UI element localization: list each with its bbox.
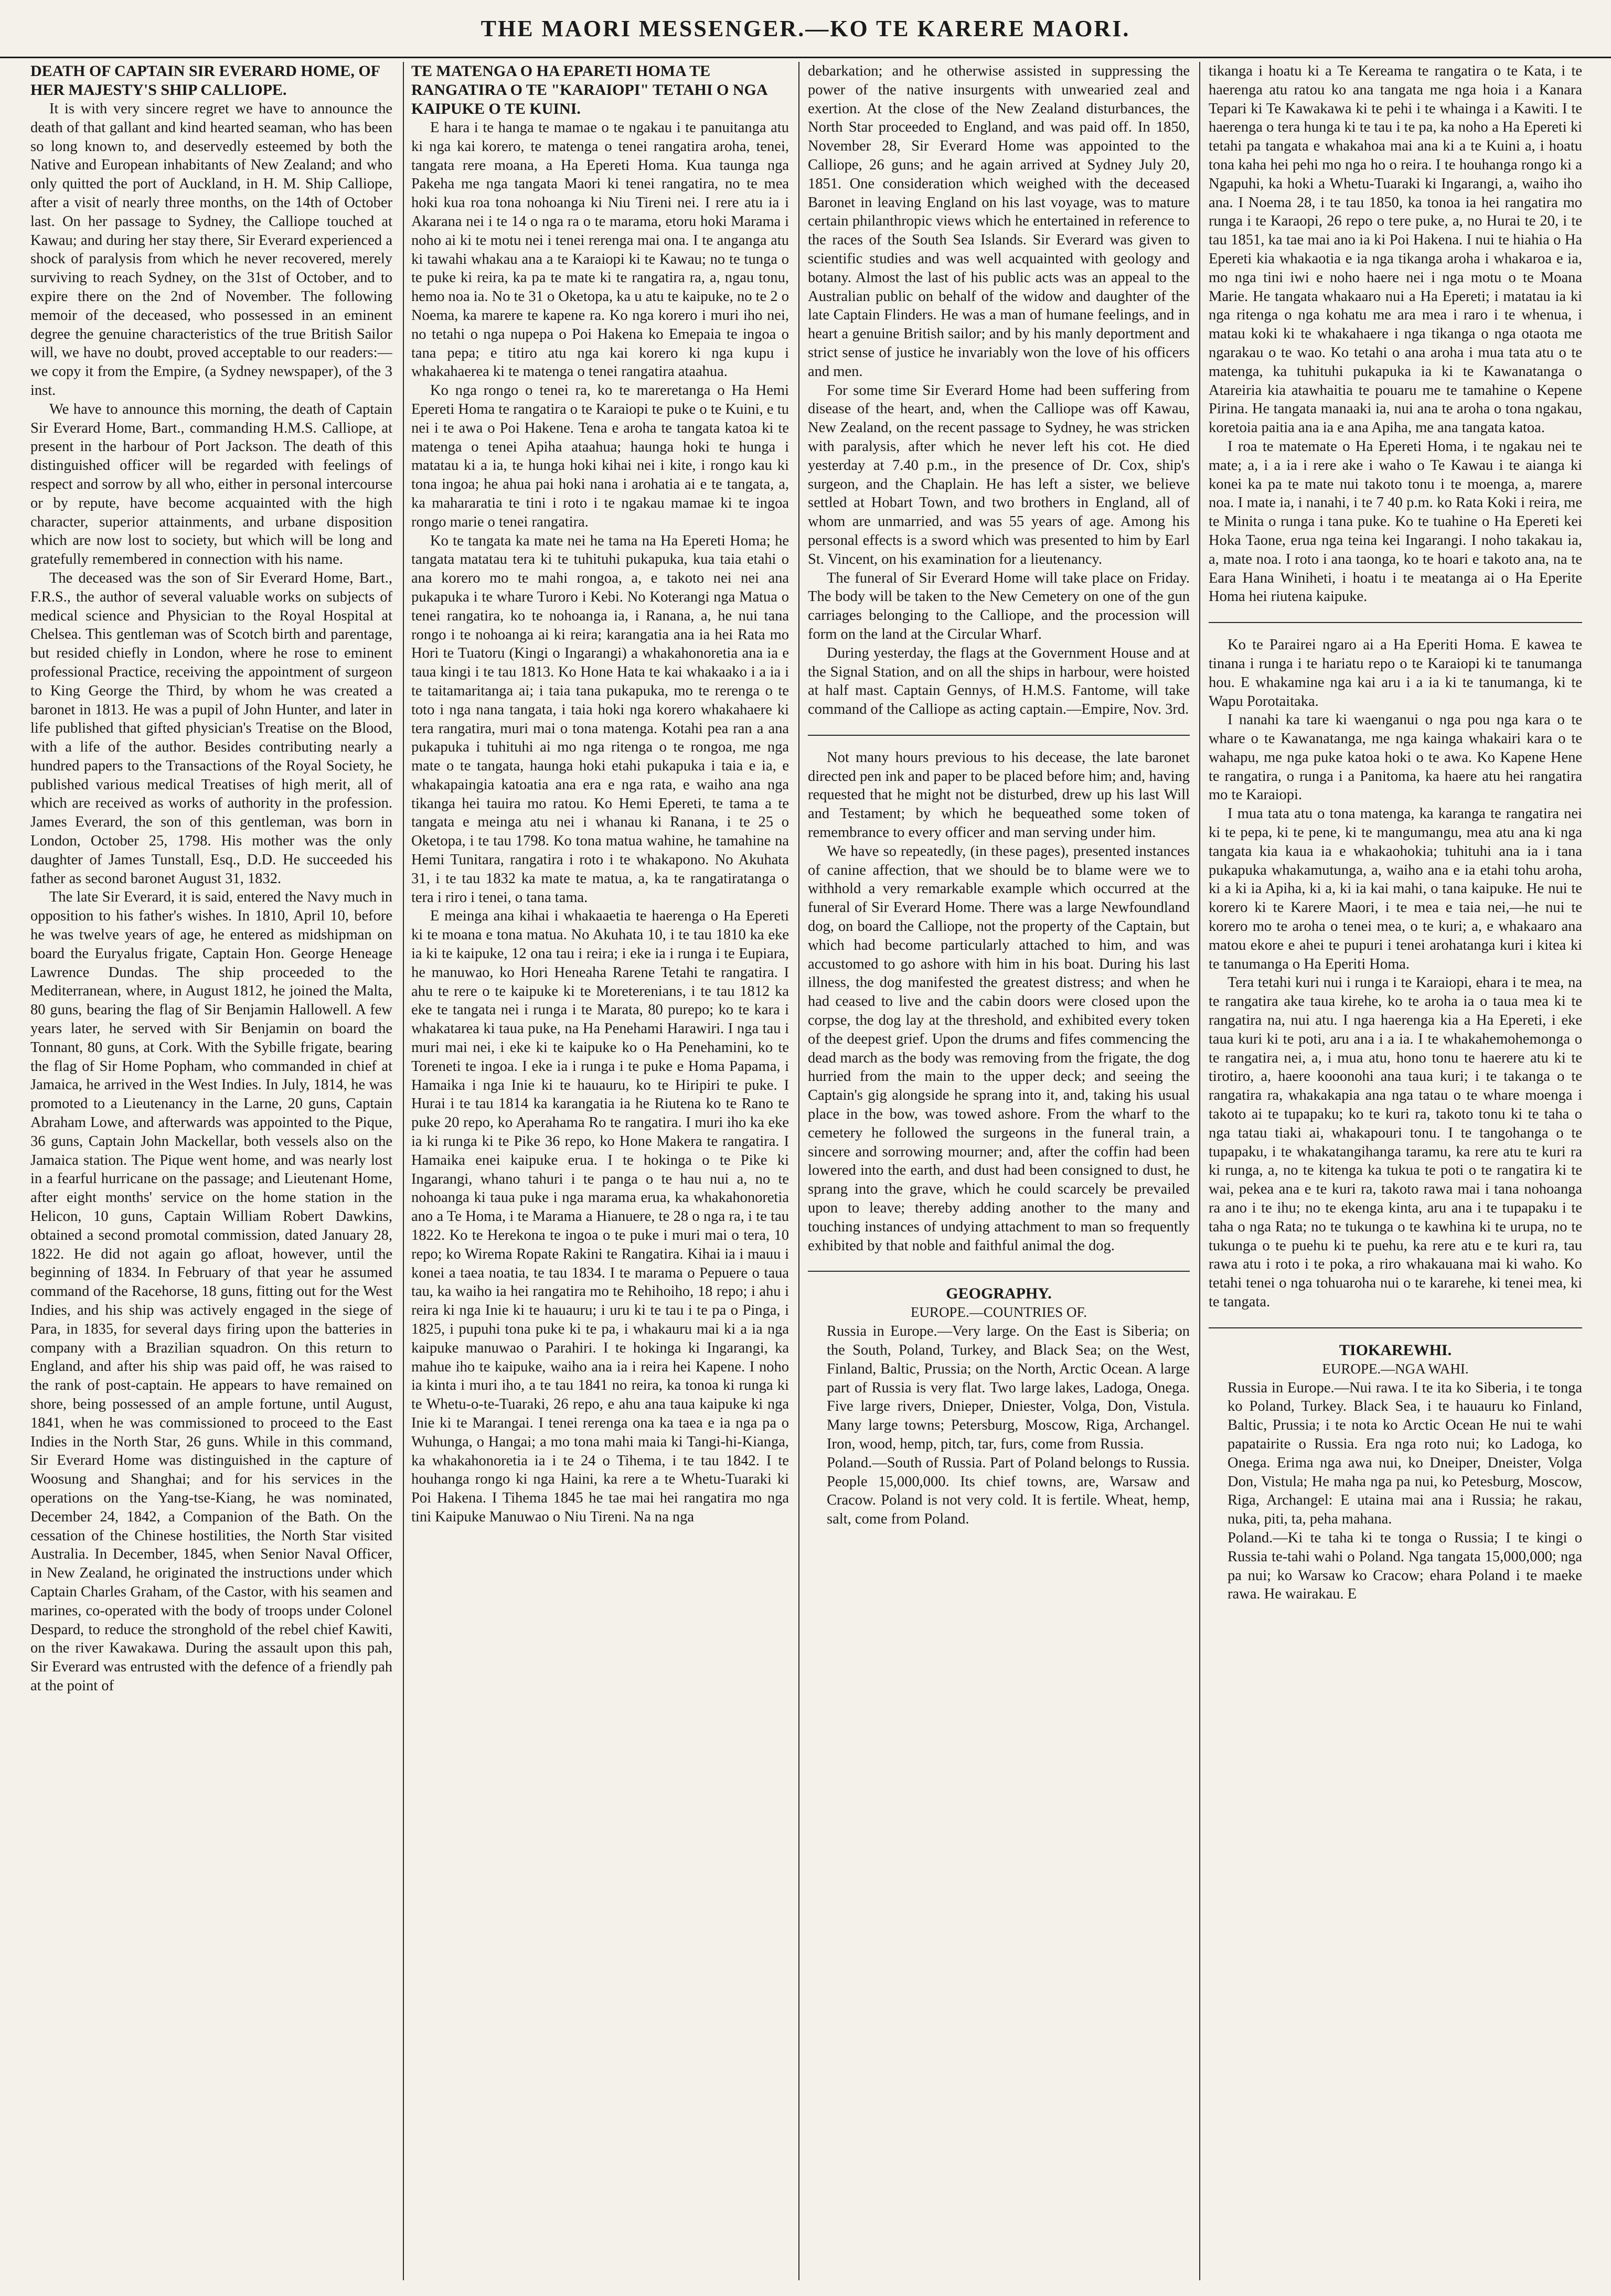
maori-obituary-paragraph: I nanahi ka tare ki waenganui o nga pou nga kara o te whare o te Kawanatanga, me nga kainga whakairi kara o te wahapu, me nga puke katoa hoki o te awa. Ko Kapene Hene te rangatira, o runga i a Panitoma, ka haere atu hei rangatira mo te Karaiopi. xyxy=(1209,712,1582,803)
masthead xyxy=(0,0,1611,58)
english-dog-paragraph: We have so repeatedly, (in these pages), presented instances of canine affection, that we should be to blame were we to withhold a very remarkable example which occurred at the funeral of Sir Everard Home. There was a large Newfoundland dog, on board the Calliope, not the property of the Captain, but which had become particularly attached to him, and was accustomed to go ashore with him in his boat. During his last illness, the dog manifested the greatest distress; and when he had ceased to live and the cabin doors were closed upon the corpse, the dog lay at the threshold, and exhibited every token of the deepest grief. Upon the drums and fifes commencing the dead march as the body was removing from the frigate, the dog hurried from the main to the upper deck; and seeing the Captain's gig alongside he sprang into it, and, taking his usual place in the bow, was towed ashore. From the wharf to the cemetery he followed the surgeons in the funeral train, a sincere and sorrowing mourner; and, after the coffin had been lowered into the earth, and dust had been consigned to dust, he sprang into the grave, which he could scarcely be prevailed upon to leave; thereby adding another to the many and touching instances of undying attachment to man so frequently exhibited by that noble and faithful animal the dog. xyxy=(808,843,1190,1254)
english-obituary-heading: DEATH OF CAPTAIN SIR EVERARD HOME, OF HER MAJESTY'S SHIP CALLIOPE. xyxy=(30,62,380,99)
geography-subheading: EUROPE.—COUNTRIES OF. xyxy=(910,1304,1087,1321)
maori-obituary-paragraph: tikanga i hoatu ki a Te Kereama te rangatira o te Kata, i te haerenga atu ratou ko ana tangata me nga hoia i a Kanara Tepari ki Te Kawakawa ki te pehi i te whainga i a Kawiti. I te haerenga o tera hunga ki te tau i te pa, ka noho a Ha Epereti ki tetahi pa tangata e whakahoa mai ana ki a te Kuini a, i hoatu tona kaha hei pehi mo nga ho o reira. I te houhanga rongo ki a Ngapuhi, ka hoki a Whetu-Tuaraki ki Ingarangi, a, waiho iho ana. I Noema 28, i te tau 1850, ka tonoa ia hei rangatira mo runga i te Karaopi, 26 repo o tere puke, a, no Hurai te 20, i te tau 1851, ka tae mai ano ia ki Poi Hakena. I nui te hiahia o Ha Epereti kia whakaotia e ia nga tikanga aroha i whakaroa e ia, mo nga tini iwi e noho haere nei i nga motu o te Moana Marie. He tangata whakaaro nui a Ha Epereti; i matatau ia ki nga ritenga o nga kohatu me ara mea i raro i te whenua, i matau koki ki te whakahaere i nga tikanga o nga otaota me ngarakau o te wao. Ko tetahi o ana aroha i mua tata atu o te matenga, ka tuhituhi pukapuka ia ki te Kawanatanga o Atareiria kia atawhaitia te pouaru me te tamahine o Kepene Pirina. He tangata manaaki ia, nui ana te aroha o tona ngakau, koretoia paitia ana ia e ana Apiha, me ana tangata katoa. xyxy=(1209,63,1582,436)
section-divider xyxy=(808,1271,1190,1272)
maori-obituary-paragraph: Ko te Parairei ngaro ai a Ha Eperiti Homa. E kawea te tinana i runga i te hariatu repo o te Karaiopi ki te tanumanga hou. E whakamine nga kai aru i a ia ki te tanumanga, ki te Wapu Porotaitaka. xyxy=(1209,637,1582,710)
tiokarewhi-entry-poland: Poland.—Ki te taha ki te tonga o Russia; I te kingi o Russia te-tahi wahi o Poland. Nga tangata 15,000,000; nga pa nui; ko Warsaw ko Cracow; ehara Poland i te maeke rawa. He wairakau. E xyxy=(1228,1529,1582,1603)
tiokarewhi-heading: TIOKAREWHI. xyxy=(1339,1341,1452,1359)
english-obituary-paragraph: We have to announce this morning, the death of Captain Sir Everard Home, Bart., commanding H.M.S. Calliope, at present in the harbour of Port Jackson. The death of this distinguished officer will be regarded with feelings of respect and sorrow by all who, either in personal intercourse or by repute, have become acquainted with the high character, superior attainments, and urbane disposition which are now lost to society, but which will be long and gratefully remembered in connection with his name. xyxy=(30,401,392,568)
section-divider xyxy=(1209,1327,1582,1328)
column-4 xyxy=(1209,62,1582,2275)
geography-entry-russia: Russia in Europe.—Very large. On the East is Siberia; on the South, Poland, Turkey, and Black Sea; on the West, Finland, Baltic, Prussia; on the North, Arctic Ocean. A large part of Russia is very flat. Two large lakes, Ladoga, Onega. Five large rivers, Dnieper, Dniester, Volga, Don, Vistula. Many large towns; Petersburg, Moscow, Riga, Archangel. Iron, wood, hemp, pitch, tar, furs, come from Russia. xyxy=(827,1323,1190,1452)
english-obituary-paragraph: debarkation; and he otherwise assisted in suppressing the power of the native insurgents with unwearied zeal and exertion. At the close of the New Zealand disturbances, the North Star proceeded to England, and was paid off. In 1850, November 28, Sir Everard Home was appointed to the Calliope, 26 guns; and he again arrived at Sydney July 20, 1851. One consideration which weighed with the deceased Baronet in leaving England on his last voyage, was to mature certain philanthropic views which he entertained in reference to the races of the South Sea Islands. Sir Everard was given to scientific studies and was well acquainted with geology and botany. Almost the last of his public acts was an appeal to the Australian public on behalf of the widow and daughter of the late Captain Flinders. He was a man of humane feelings, and in heart a genuine British sailor; and by his manly deportment and strict sense of justice he invariably won the love of his officers and men. xyxy=(808,63,1190,380)
column-rule xyxy=(1199,62,1200,2280)
english-obituary-paragraph: The deceased was the son of Sir Everard Home, Bart., F.R.S., the author of several valuable works on subjects of medical science and Physician to the Royal Hospital at Chelsea. This gentleman was of Scotch birth and parentage, but resided chiefly in London, where he rose to eminent professional Practice, receiving the appointment of surgeon to King George the Third, by whom he was created a baronet in 1813. He was a pupil of John Hunter, and later in life published that gifted physician's Treatise on the Blood, with a life of the author. Besides contributing nearly a hundred papers to the Transactions of the Royal Society, he published various medical Treatises of high merit, all of which are received as works of authority in the profession. James Everard, the son of this gentleman, was born in London, October 25, 1798. His mother was the only daughter of James Tunstall, Esq., D.D. He succeeded his father as second baronet August 31, 1832. xyxy=(30,570,392,887)
column-rule xyxy=(798,62,799,2280)
english-obituary-paragraph: During yesterday, the flags at the Government House and at the Signal Station, and on all the ships in harbour, were hoisted at half mast. Captain Gennys, of H.M.S. Fantome, will take command of the Calliope as acting captain.—Empire, Nov. 3rd. xyxy=(808,645,1190,718)
column-rule xyxy=(403,62,404,2280)
tiokarewhi-entry-russia: Russia in Europe.—Nui rawa. I te ita ko Siberia, i te tonga ko Poland, Turkey. Black Sea, i te hauauru ko Finland, Baltic, Prussia; i te nota ko Arctic Ocean He nui te wahi papatairite o Russia. Era nga roto nui; ko Ladoga, ko Onega. Erima nga awa nui, ko Dneiper, Dneister, Volga Don, Vistula; He maha nga pa nui, ko Petesburg, Moscow, Riga, Archangel: E utaina mai ana i Russia; he rakau, nuka, piti, ta, peha mahana. xyxy=(1228,1379,1582,1528)
maori-obituary-paragraph: Tera tetahi kuri nui i runga i te Karaiopi, ehara i te mea, na te rangatira ake taua kirehe, ko te aroha ia o taua mea ki te rangatira na, nui atu. I nga haerenga kia a Ha Epereti, i eke taua kuri ki te poti, aru ana i a ia. I te whakahemohemonga o te rangatira nei, a, i mua atu, hono tonu te haerere atu ki te tirotiro, a, haere kooonohi ana taua kuri; i te takanga o te rangatira ra, whakakapia ana nga tatau o te whare moenga i takoto ai te tupapaku; ko te kuri ra, takoto tonu ki te taha o nga tatau tiaki ai, whakapouri tonu. I te tangohanga o te tupapaku, i te whakatangihanga taramu, ka rere atu te kuri ra ki runga, a, no te kitenga ka tukua te poti o te rangatira ki te wai, pekea ana e te kuri ra, takoto rawa mai i tana nohoanga ra ano i te ihu; no te ekenga kinta, aru ana i te tupapaku i te taha o nga Rata; no te tukunga o te kawhina ki te urupa, no te tukunga o te puehu ki te puehu, ka rere atu e te kuri ra, tau rawa atu i roto i te poka, a riro whakauana mai ki waho. Ko tetahi tenei o nga tohuaroha nui o te kararehe, ki tenei mea, ki te tangata. xyxy=(1209,974,1582,1310)
column-3 xyxy=(808,62,1190,2275)
masthead-title: THE MAORI MESSENGER.—KO TE KARERE MAORI. xyxy=(481,15,1130,41)
english-obituary-paragraph: The late Sir Everard, it is said, entered the Navy much in opposition to his father's wishes. In 1810, April 10, before he was twelve years of age, he entered as midshipman on board the Euryalus frigate, Captain Hon. George Heneage Lawrence Dundas. The ship proceeded to the Mediterranean, where, in August 1812, he joined the Malta, 80 guns, bearing the flag of Sir Benjamin Hallowell. A few years later, he served with Sir Benjamin on board the Tonnant, 80 guns, at Cork. With the Sybille frigate, bearing the flag of Sir Home Popham, who commanded in chief at Jamaica, he arrived in the West Indies. In July, 1814, he was promoted to a Lieutenancy in the Larne, 20 guns, Captain Abraham Lowe, and afterwards was appointed to the Pique, 36 guns, Captain John Mackellar, both vessels also on the Jamaica station. The Pique went home, and was nearly lost in a fearful hurricane on the passage; and Lieutenant Home, after eight months' service on the home station in the Helicon, 10 guns, Captain William Robert Dawkins, obtained a second promotal commission, dated January 28, 1822. He did not again go afloat, however, until the beginning of 1834. In February of that year he assumed command of the Racehorse, 18 guns, fitting out for the West Indies, and his ship was actively engaged in the siege of Para, in 1835, for several days firing upon the batteries in company with a Brazilian squadron. On this return to England, and after his ship was paid off, he was raised to the rank of post-captain. He appears to have remained on shore, being possessed of an ample fortune, until August, 1841, when he was commissioned to proceed to the East Indies in the North Star, 26 guns. While in this command, Sir Everard Home was distinguished in the capture of Woosung and Shanghai; and for his services in the operations on the Yang-tse-Kiang, he was nominated, December 24, 1842, a Companion of the Bath. On the cessation of the Chinese hostilities, the North Star visited Australia. In December, 1845, when Senior Naval Officer, in New Zealand, he originated the instructions under which Captain Charles Graham, of the Castor, with his seamen and marines, co-operated with the body of troops under Colonel Despard, to reduce the stronghold of the rebel chief Kawiti, on the river Kawakawa. During the assault upon this pah, Sir Everard was entrusted with the defence of a friendly pah at the point of xyxy=(30,889,392,1694)
maori-obituary-paragraph: Ko nga rongo o tenei ra, ko te mareretanga o Ha Hemi Epereti Homa te rangatira o te Karaiopi te puke o te Kuini, e tu nei i te awa o Poi Hakene. Tena e aroha te tangata katoa ki te matenga o tenei Apiha ataahua; haunga hoki te hunga i matatau ki a ia, te hunga hoki kihai nei i kite, i rongo kau ki tona ingoa; he ahua pai hoki nana i arohatia ai e te tangata, a, ka mahararatia te tini i roto i te ngakau mamae ki te ingoa rongo marie o tenei rangatira. xyxy=(411,382,789,530)
maori-obituary-paragraph: E hara i te hanga te mamae o te ngakau i te panuitanga atu ki nga kai korero, te matenga o tenei rangatira aroha, tenei, tangata rere moana, a Ha Epereti Homa. Kua taunga nga Pakeha me nga tangata Maori ki tenei rangatira, no te mea hoki kua roa tona nohoanga ki Niu Tireni nei. I rere atu ia i Akarana nei i te 14 o nga ra o te marama, etoru hoki Marama i noho ai ki te motu nei i tenei rerenga mai ona. I te anganga atu ki tawahi whakau ana a te Karaiopi ki te Kawau; no te tunga o te puke ki reira, ka pa te mate ki te rangatira ra, a, ngau tonu, hemo noa ia. No te 31 o Oketopa, ka u atu te kaipuke, no te 2 o Noema, ka marere te kapene ra. Ko nga korero i muri iho nei, no tetahi o nga nupepa o Poi Hakena ko Emepaia te ingoa o tana pepa; e titiro atu nga kai korero ki nga kupu i whakahaerea ki te matenga o tenei rangatira ataahua. xyxy=(411,120,789,380)
maori-obituary-paragraph: I mua tata atu o tona matenga, ka karanga te rangatira nei ki te pepa, ki te pene, ki te mangumangu, mea atu ana ki nga tangata kia kaua ia e whakaohokia; tuhituhi ana ia i tana pukapuka whakamutunga, a, waiho ana e ia etahi tohu aroha, ki a ki ia Apiha, ki a, ki ia kai mahi, o tana kaipuke. He nui te korero ki te Karere Maori, i te mea e taia nei,—he nui te korero mo te aroha o tenei mea, o te kuri; a, e whakaaro ana matou ekore e ahei te pupuri i tenei arohatanga kuri i kitea ki te tanumanga o Ha Eperiti Homa. xyxy=(1209,806,1582,972)
geography-entry-poland: Poland.—South of Russia. Part of Poland belongs to Russia. People 15,000,000. Its chief towns, are, Warsaw and Cracow. Poland is not very cold. It is fertile. Wheat, hemp, salt, come from Poland. xyxy=(827,1454,1190,1528)
section-divider xyxy=(1209,622,1582,623)
tiokarewhi-subheading: EUROPE.—NGA WAHI. xyxy=(1322,1360,1469,1377)
geography-heading: GEOGRAPHY. xyxy=(946,1285,1052,1303)
english-dog-paragraph: Not many hours previous to his decease, the late baronet directed pen ink and paper to be placed before him; and, having requested that he might not be disturbed, drew up his last Will and Testament; by which he bequeathed some token of remembrance to every officer and man serving under him. xyxy=(808,749,1190,841)
english-obituary-paragraph: It is with very sincere regret we have to announce the death of that gallant and kind hearted seaman, who has been so long known to, and deservedly esteemed by both the Native and European inhabitants of New Zealand; and who only quitted the port of Auckland, in H. M. Ship Calliope, after a visit of nearly three months, on the 14th of October last. On her passage to Sydney, the Calliope touched at Kawau; and during her stay there, Sir Everard experienced a shock of paralysis from which he never recovered, merely surviving to reach Sydney, on the 31st of October, and to expire there on the 2nd of November. The following memoir of the deceased, who possessed in an eminent degree the genuine characteristics of the true British Sailor will, we have no doubt, proved acceptable to our readers:—we copy it from the Empire, (a Sydney newspaper), of the 3 inst. xyxy=(30,101,392,399)
column-2 xyxy=(411,62,789,2275)
english-obituary-paragraph: For some time Sir Everard Home had been suffering from disease of the heart, and, when the Calliope was off Kawau, New Zealand, on the recent passage to Sydney, he was stricken with paralysis, after which he never left his cot. He died yesterday at 7.40 p.m., in the presence of Dr. Cox, ship's surgeon, and the Chaplain. He has left a sister, we believe settled at Hobart Town, and two brothers in England, all of whom are unmarried, and was 55 years of age. Among his personal effects is a sword which was presented to him by Earl St. Vincent, on his examination for a lieutenancy. xyxy=(808,382,1190,567)
english-obituary-paragraph: The funeral of Sir Everard Home will take place on Friday. The body will be taken to the New Cemetery on one of the gun carriages belonging to the Calliope, and the procession will form on the land at the Circular Wharf. xyxy=(808,570,1190,642)
maori-obituary-heading: TE MATENGA O HA EPARETI HOMA TE RANGATIRA O TE "KARAIOPI" TETAHI O NGA KAIPUKE O TE KUINI. xyxy=(411,62,767,117)
geography-entries xyxy=(808,1322,1190,1529)
tiokarewhi-entries xyxy=(1209,1379,1582,1604)
column-1 xyxy=(30,62,392,2275)
section-divider xyxy=(808,735,1190,736)
maori-obituary-paragraph: Ko te tangata ka mate nei he tama na Ha Epereti Homa; he tangata matatau tera ki te tuhituhi pukapuka, kua taia etahi o ana korero mo te mahi rongoa, a, e takoto nei nei ana pukapuka i te whare Turoro i Kebi. No Koterangi nga Matua o tenei rangatira, ko te nohoanga ia, i Ranana, a, he nui tana rongo i te nohoanga ai ki reira; karangatia ana ia hei Rata mo Hori te Tuatoru (Kingi o Ingarangi) a whakahonoretia ana ia e taua kingi i te tau 1813. Ko Hone Hata te kai whakaako i a ia i te taitamaritanga ai; i taia tana pukapuka, mo te rerenga o te toto i nga nana tangata, i taia hoki nga korero whakahaere ki tera rangatira, muri mai o tona matenga. Kotahi pea ran a ana pukapuka i tuhituhi ai mo nga ritenga o te rongoa, me nga mate o te tangata, haunga hoki etahi pukapuka i taia e ia, e whakapaingia katoatia ana era e nga rata, e waiho ana nga tikanga hei tauira mo ratou. Ko Hemi Epereti, te tama a te tangata e meinga atu nei i whanau ki Ranana, i te 25 o Oketopa, i te tau 1798. Ko tona matua wahine, he tamahine na Hemi Tunitara, rangatira i roto i te whakapono. No Akuhata 31, i te tau 1832 ka mate te matua, a, ka te rangatiratanga o tera i riro i tenei, o tana tama. xyxy=(411,532,789,906)
maori-obituary-paragraph: I roa te matemate o Ha Epereti Homa, i te ngakau nei te mate; a, i a ia i rere ake i waho o Te Kawau i te aianga ki konei ka pa te mate nui takoto tonu i te moenga, a, marere noa. I mate ia, i nanahi, i te 7 40 p.m. ko Rata Koki i reira, me te Minita o runga i tana puke. Ko te tuahine o Ha Epereti kei Hoka Taone, erua nga teina kei Ingarangi. I noho takakau ia, a, mate noa. I roto i ana taonga, ko te hoari e takoto ana, na te Eara Hana Winiheti, i hoatu i te meatanga ai o Ha Eperite Homa hei riutena kaipuke. xyxy=(1209,438,1582,605)
maori-obituary-paragraph: E meinga ana kihai i whakaaetia te haerenga o Ha Epereti ki te moana e tona matua. No Akuhata 10, i te tau 1810 ka eke ia ki te kaipuke, 12 ona tau i reira; i eke ia i runga i te Eupiara, he manuwao, ko Hori Heneaha Rarene Tetahi te rangatira. I ahu te rere o te kaipuke ki te Moreterenians, i te tau 1812 ka eke te tangata nei i runga i te Marata, 80 purepo; ko te kara i whakatarea ki taua puke, na Ha Penehami Harawiri. I nga tau i muri mai nei, i eke ki te kaipuke ko o Ha Penehamini, ko te Toreneti te ingoa. I eke ia i runga i te puke e Homa Papama, i Hamaika i nga Inie ki te hauauru, ko te Hiripiri te puke. I Hurai i te tau 1814 ka karangatia ia he Riutena ko te Rano te puke 20 repo, ko Aperahama Ro te rangatira. I muri iho ka eke ia ki runga ki te Pike 36 repo, ko Hone Makera te rangatira. I Hamaika enei kaipuke erua. I te hokinga o te Pike ki Ingarangi, whano tahuri i te panga o te hau nui a, no te nohoanga ki taua puke i nga marama erua, ka whakahonoretia ano a Te Homa, i te Marama a Hianuere, te 28 o nga ra, i te tau 1822. Ko te Herekona te ingoa o te puke i muri mai o tera, 10 repo; ko Wirema Ropate Rakini te Rangatira. Kihai ia i mauu i konei a taea noatia, te tau 1834. I te marama o Pepuere o taua tau, ka waiho ia hei rangatira mo te Rehihoiho, 18 repo; i ahu i reira ki nga Inie ki te hauauru; i uru ki te tau i te pa o Pinga, i 1825, i pupuhi tona puke ki te pa, i whakauru mai ki a ia nga kaipuke manuwao o Parahiri. I te hokinga ki Ingarangi, ka mahue iho te kaipuke, waiho ana ia i reira hei Kapene. I noho ia kinta i muri iho, a te tau 1841 no reira, ka tonoa ki runga ki te Whetu-o-te-Tuaraki, 26 repo, e ahu ana taua kaipuke ki nga Inie ki te Marangai. I tenei rerenga ona ka taea e ia nga pa o Wuhunga, o Hangai; a mo tona mahi maia ki Tangi-hi-Kianga, ka whakahonoretia ia i te 24 o Tihema, i te tau 1842. I te houhanga rongo ki nga Haini, ka rere a te Whetu-Tuaraki ki Poi Hakena. I Tihema 1845 he tae mai hei rangatira mo nga tini Kaipuke Manuwao o Niu Tireni. Na na nga xyxy=(411,908,789,1525)
